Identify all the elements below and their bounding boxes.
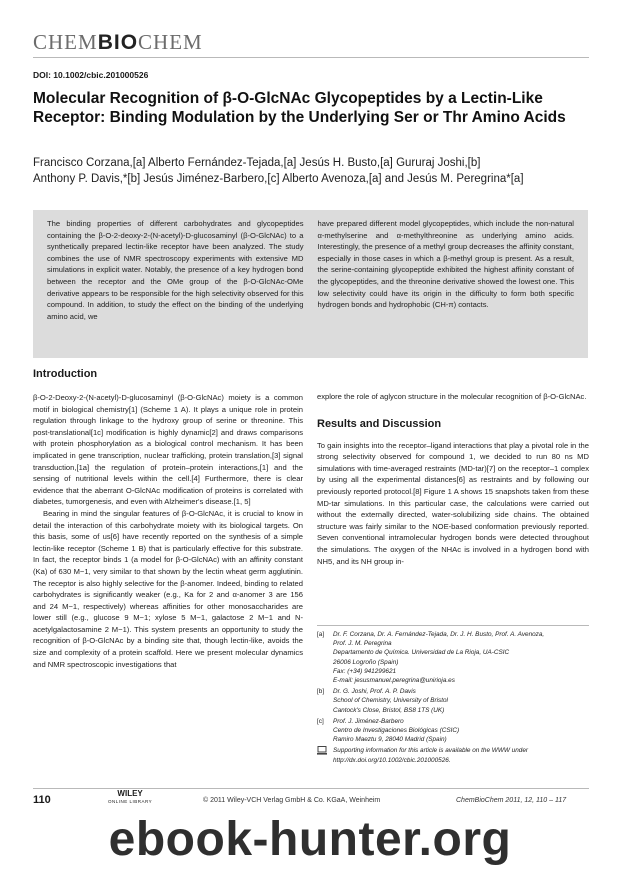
affiliation-c <box>317 717 589 745</box>
affiliation-line: Departamento de Química. Universidad de La Rioja, UA-CSIC <box>333 649 510 657</box>
wiley-logo[interactable] <box>108 790 152 806</box>
journal-name: CHEMBIOCHEM <box>33 30 203 54</box>
affiliation-key: [c] <box>317 717 324 725</box>
affiliation-line: Prof. J. M. Peregrina <box>333 640 392 648</box>
affiliation-line: Dr. F. Corzana, Dr. A. Fernández-Tejada, Dr. J. H. Busto, Prof. A. Avenoza, <box>333 631 545 638</box>
header-rule <box>33 57 589 58</box>
copyright: © 2011 Wiley-VCH Verlag GmbH & Co. KGaA, Weinheim <box>203 797 381 804</box>
affiliation-line: School of Chemistry, University of Bristol <box>333 697 448 705</box>
affiliation-line: Dr. G. Joshi, Prof. A. P. Davis <box>333 688 416 696</box>
results-heading: Results and Discussion <box>317 417 442 430</box>
affiliation-b <box>317 687 589 715</box>
citation: ChemBioChem 2011, 12, 110 – 117 <box>456 797 567 804</box>
wiley-logo-subtext: ONLINE LIBRARY <box>108 799 153 804</box>
affiliation-line: Fax: (+34) 941299621 <box>333 667 397 675</box>
abstract-column-1: The binding properties of different carbohydrates and glycopeptides containing the β-O-2-deoxy-2-(N-acetyl)-D-glucosaminyl (β-O-GlcNAc) to a synthetically prepared lectin-like receptor have been analyzed. The study combines the use of NMR spectroscopy experiments with extensive MD simulations in explicit water. Notably, the presence of a key hydrogen bond between the receptor and the OMe group of the β-O-GlcNAc-OMe derivative appears to be responsible for the high selectivity observed for this compound. In addition, to study the effect on the binding of the underlying amino acid, we <box>47 219 304 321</box>
watermark: ebook-hunter.org <box>108 813 512 866</box>
supporting-info <box>317 746 589 764</box>
wiley-logo-text: WILEY <box>117 789 143 798</box>
intro-paragraph-1: β-O-2-Deoxy-2-(N-acetyl)-D-glucosaminyl (β-O-GlcNAc) moiety is a common motif in biological chemistry[1] (Scheme 1 A). It plays a unique role in protein regulation through linkage to the hydroxy group of serine or threonine. This post-translational[1c] modification is highly dynamic[2] and draws comparisons with protein phosphorylation as a biological control mechanism. It has been implicated in gene transcription, nuclear trafficking, protein translation,[3] signal transduction,[1a] the regulation of protein–protein interactions,[1] and the sensing of nutritional levels within the cell.[4] Furthermore, there is clear evidence that the aberrant O-GlcNAc modification of proteins is correlated with diabetes, tumorgenesis, and even with Alzheimer's disease.[1, 5] <box>33 393 303 507</box>
intro-paragraph-2: Bearing in mind the singular features of β-O-GlcNAc, it is crucial to know in detail the interaction of this carbohydrate moiety with its biological targets. On this basis, some of us[6] have recently reported on the synthesis of a simple lectin-like receptor (Scheme 1 B) that is particularly effective for this substrate. In fact, the receptor binds 1 (a model for β-O-GlcNAc) with an affinity constant (Ka) of 630 M−1, very similar to that shown by the lectin wheat germ agglutinin. The receptor is also highly selective for the β-anomer. Indeed, binding to related carbohydrates is significantly weaker (e.g., Ka for 2 and α-anomer 3 are 156 and 24 M−1, respectively) whereas affinities for other monosaccharides are lower still (e.g., glucose 9 M−1; xylose 5 M−1, galactose 2 M−1 and N-acetylgalactosamine 2 M−1). This system presents an opportunity to study the recognition of β-O-GlcNAc by a binding site that, though lectin-like, avoids the size and complexity of a protein scaffold. Here we present molecular dynamics and NMR spectroscopic investigations that <box>33 508 303 669</box>
affiliation-key: [a] <box>317 631 325 638</box>
results-text <box>317 440 589 568</box>
results-paragraph-1: To gain insights into the receptor–ligand interactions that play a pivotal role in the strong selectivity observed for compound 1, we decided to run 80 ns MD simulations with time-averaged restraints (MD-tar)[7] on the receptor–1 complex by using all the experimental distances[6] as restraints and by following our previously reported protocol.[8] Figure 1 A shows 15 snapshots taken from these MD-tar simulations. In this particular case, the calculations were carried out without the externally directed, water-solubilizing side chains. The obtained structure was fairly similar to the NOE-based conformation previously reported. Seven conventional intramolecular hydrogen bonds were detected throughout the simulations. The oxygen of the NHAc is involved in a hydrogen bond with NH5, and its NH group in- <box>317 440 589 566</box>
abstract-box <box>33 210 588 358</box>
affiliation-rule <box>317 625 589 626</box>
affiliations <box>317 630 589 767</box>
affiliation-email[interactable]: E-mail: jesusmanuel.peregrina@unirioja.es <box>333 677 455 685</box>
affiliation-line: 26006 Logroño (Spain) <box>333 658 399 666</box>
footer-rule <box>33 788 589 789</box>
right-paragraph-top: explore the role of aglycon structure in the molecular recognition of β-O-GlcNAc. <box>317 392 587 401</box>
abstract-column-2: have prepared different model glycopeptides, which include the non-natural α-methylserine and α-methylthreonine as underlying amino acids. Interestingly, the presence of a methyl group decreases the affinity constant, especially in those cases in which a β-methyl group is present. As a result, the serine-containing glycopeptide exhibited the highest affinity constant of the glycopeptides, and the threonine derivative showed the lowest one. This low selectivity could have its origin in the difficulty to form both specific hydrogen bonds and hydrophobic (CH-π) contacts. <box>317 219 574 310</box>
authors-line-1: Francisco Corzana,[a] Alberto Fernández-Tejada,[a] Jesús H. Busto,[a] Gururaj Joshi,[b] <box>33 157 481 169</box>
authors <box>33 155 593 187</box>
introduction-text <box>33 392 303 670</box>
affiliation-line: Ramiro Maeztu 9, 28040 Madrid (Spain) <box>333 736 447 744</box>
authors-line-2: Anthony P. Davis,*[b] Jesús Jiménez-Barbero,[c] Alberto Avenoza,[a] and Jesús M. Peregrina*[a] <box>33 173 524 185</box>
page-number: 110 <box>33 794 51 806</box>
affiliation-line: Cantock's Close, Bristol, BS8 1TS (UK) <box>333 706 445 714</box>
affiliation-key: [b] <box>317 688 325 696</box>
doi[interactable]: DOI: 10.1002/cbic.201000526 <box>33 70 149 80</box>
article-title: Molecular Recognition of β-O-GlcNAc Glycopeptides by a Lectin-Like Receptor: Binding Modulation by the Underlying Ser or Thr Amino Acids <box>33 90 566 126</box>
right-top-text <box>317 391 589 403</box>
left-column <box>33 368 303 670</box>
supporting-info-link[interactable]: http://dx.doi.org/10.1002/cbic.201000526. <box>333 756 451 764</box>
right-column <box>317 391 589 567</box>
computer-icon <box>317 746 327 764</box>
affiliation-a <box>317 630 589 685</box>
affiliation-line: Centro de Investigaciones Biológicas (CSIC) <box>333 727 460 735</box>
supporting-info-text: Supporting information for this article is available on the WWW under <box>333 747 529 755</box>
introduction-heading: Introduction <box>33 368 98 380</box>
affiliation-line: Prof. J. Jiménez-Barbero <box>333 717 404 725</box>
